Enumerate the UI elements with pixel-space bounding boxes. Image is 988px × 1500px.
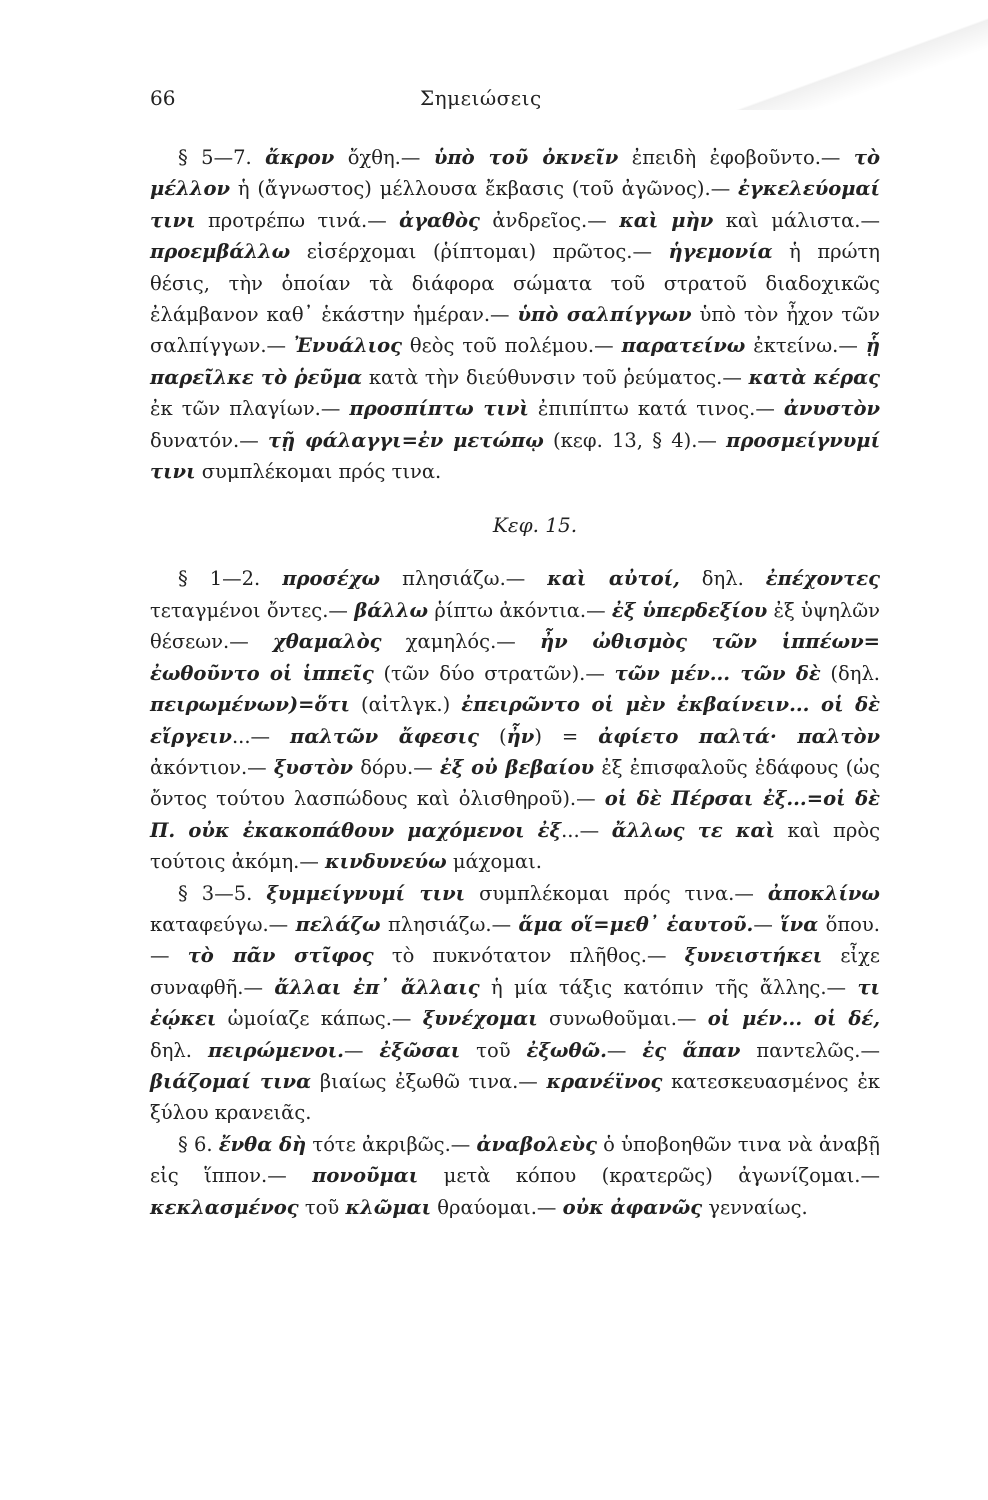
gloss-text: κατεσκευασμένος ἐκ ξύλου κρανειᾶς. [150,1069,880,1125]
lemma: ἀφίετο παλτά· παλτὸν [598,724,880,748]
gloss-text: βιαίως ἐξωθῶ τινα.— [311,1069,547,1093]
lemma: ἄκρον [265,146,335,169]
lemma: προσέχω [282,567,381,591]
gloss-text: τοῦ [298,1195,346,1219]
gloss-text: ἐπιπίπτω κατά τινος.— [528,397,784,421]
lemma: τι ἐῴκει [150,975,880,1031]
page-body [150,142,880,1223]
gloss-text: (κεφ. 13, § 4).— [543,428,727,452]
lemma: ἄλλαι ἐπ᾽ ἄλλαις [274,975,480,999]
gloss-text: ἡ μία τάξις κατόπιν τῆς ἄλλης.— [479,975,858,999]
lemma: τὸ μέλλον [150,146,880,201]
gloss-text: ὁ ὑποβοηθῶν τινα νὰ ἀναβῇ εἰς ἵππον.— [150,1132,880,1188]
lemma: κατὰ κέρας [748,365,880,389]
gloss-text: (δηλ. [820,661,881,685]
notes-paragraph [150,1129,880,1223]
gloss-text: (αἰτλγκ.) [349,693,462,717]
lemma: πειρωμένων)=ὅτι [150,693,350,717]
lemma: ἀναβολεὺς [476,1132,597,1156]
gloss-text: καὶ μάλιστα.— [713,208,881,232]
lemma: ἄλλως τε καὶ [611,818,775,842]
lemma: προσπίπτω τινὶ [349,397,529,421]
gloss-text: — [343,1038,380,1062]
lemma: καὶ μὴν [619,208,714,232]
gloss-text: πλησιάζω.— [380,912,519,936]
gloss-text: ἀκόντιον.— [150,755,274,779]
lemma: ἐπέχοντες [765,567,880,591]
gloss-text: § 5—7. [178,146,266,169]
gloss-text: ἀνδρεῖος.— [479,208,620,232]
gloss-text: τότε ἀκριβῶς.— [306,1132,477,1156]
gloss-text: ἡ (ἄγνωστος) μέλλουσα ἔκβασις (τοῦ ἀγῶνος).— [230,177,739,201]
lemma: οἱ δὲ Πέρσαι ἐξ...=οἱ δὲ Π. οὐκ ἐκακοπάθουν μαχόμενοι ἐξ [150,787,880,842]
gloss-text: κατὰ τὴν διεύθυνσιν τοῦ ῥεύματος.— [362,365,749,389]
lemma: οἱ μέν... οἱ δέ, [707,1007,880,1031]
gloss-text: ἐκτείνω.— [745,334,866,358]
lemma: προσμείγνυμί τινι [150,428,881,484]
gloss-text: ἐπειδὴ ἐφοβοῦντο.— [618,146,854,169]
gloss-text: ἐξ ἐπισφαλοῦς ἐδάφους (ὡς ὄντος τούτου λασπώδους καὶ ὀλισθηροῦ).— [150,755,881,811]
notes-paragraph [150,878,880,1129]
gloss-text: δηλ. [679,567,766,591]
lemma: κινδυνεύω [325,850,447,874]
gloss-text: § 3—5. [178,881,267,905]
lemma: ἐξ ὑπερδεξίου [611,598,768,622]
gloss-text: ὡμοίαζε κάπως.— [216,1007,423,1031]
gloss-text: συνωθοῦμαι.— [537,1007,708,1031]
lemma: ἐγκελεύομαί τινι [150,177,880,232]
running-head: Σημειώσεις [420,86,542,110]
gloss-text: μάχομαι. [446,850,542,874]
gloss-text: συμπλέκομαι πρός τινα.— [465,881,768,905]
gloss-text: ( [479,724,507,748]
gloss-text: τοῦ [460,1038,527,1062]
lemma: καὶ αὐτοί, [547,567,680,591]
lemma: ἡγεμονία [668,240,773,264]
gloss-text: ...— [231,724,291,748]
gloss-text: ὅπου.— [150,912,880,968]
lemma: παλτῶν ἄφεσις [290,724,479,748]
gloss-text: ὑπὸ τὸν ἦχον τῶν σαλπίγγων.— [150,303,880,358]
gloss-text: γενναίως. [702,1195,808,1219]
lemma: ἔνθα δὴ [218,1132,307,1156]
gloss-text: δυνατόν.— [150,428,268,452]
gloss-text: καὶ πρὸς τούτοις ἀκόμη.— [150,818,880,874]
gloss-text: προτρέπω τινά.— [195,208,400,232]
lemma: ξυνέχομαι [422,1007,538,1031]
lemma: ἦν [506,724,535,748]
lemma: τῇ φάλαγγι=ἐν μετώπῳ [267,428,544,452]
lemma: ἐς ἅπαν [642,1038,741,1062]
gloss-text: καταφεύγω.— [150,912,296,936]
gloss-text: ...— [561,818,612,842]
lemma: ἀποκλίνω [767,881,880,905]
lemma: ἐπειρῶντο οἱ μὲν ἐκβαίνειν... οἱ δὲ εἴργειν [150,693,880,748]
gloss-text: δόρυ.— [353,755,440,779]
lemma: τὸ πᾶν στῖφος [187,944,374,968]
gloss-text: εἰσέρχομαι (ῥίπτομαι) πρῶτος.— [290,240,669,264]
lemma: πειρώμενοι. [207,1038,344,1062]
lemma: ξυστὸν [273,755,353,779]
gloss-text: θεὸς τοῦ πολέμου.— [401,334,622,358]
gloss-text: τεταγμένοι ὄντες.— [150,598,355,622]
gloss-text: ἡ πρώτη θέσις, τὴν ὁποίαν τὰ διάφορα σώματα τοῦ στρατοῦ διαδοχικῶς ἐλάμβανον καθ᾽ ἑκάστην ἡμέραν.— [150,240,880,327]
lemma: πονοῦμαι [312,1164,419,1188]
gloss-text: ) = [534,724,599,748]
gloss-text: συμπλέκομαι πρός τινα. [195,460,442,484]
lemma: κρανέϊνος [546,1069,663,1093]
lemma: ξυνειστήκει [684,944,823,968]
gloss-text: — [753,912,781,936]
lemma: ἐξωθῶ. [526,1038,607,1062]
chapter-heading: Κεφ. 15. [492,513,578,538]
lemma: ὑπὸ σαλπίγγων [517,303,692,327]
lemma: παρατείνω [621,334,746,358]
lemma: βιάζομαί τινα [150,1069,312,1093]
gloss-text: — [606,1038,643,1062]
gloss-text: τὸ πυκνότατον πλῆθος.— [373,944,685,968]
lemma: τῶν μέν... τῶν δὲ [614,661,821,685]
lemma: ἵνα [780,912,819,936]
lemma: οὐκ ἀφανῶς [562,1195,703,1219]
gloss-text: παντελῶς.— [740,1038,881,1062]
gloss-text: θραύομαι.— [431,1195,563,1219]
gloss-text: (τῶν δύο στρατῶν).— [373,661,615,685]
gloss-text: § 1—2. [178,567,283,591]
page-header [150,86,870,116]
gloss-text: δηλ. [150,1038,208,1062]
gloss-text: πλησιάζω.— [380,567,548,591]
lemma: ὑπὸ τοῦ ὀκνεῖν [433,146,619,169]
gloss-text: ἐκ τῶν πλαγίων.— [150,397,350,421]
lemma: προεμβάλλω [150,240,291,264]
lemma: ᾗ παρεῖλκε τὸ ῥεῦμα [150,334,880,389]
lemma: κλῶμαι [345,1195,432,1219]
lemma: ἐξῶσαι [379,1038,461,1062]
lemma: πελάζω [295,912,381,936]
page-number: 66 [150,86,176,110]
lemma: ἀγαθὸς [399,208,480,232]
lemma: ἅμα οἵ=μεθ᾽ ἑαυτοῦ. [518,912,754,936]
lemma: ἦν ὠθισμὸς τῶν ἱππέων= ἐωθοῦντο οἱ ἱππεῖς [150,630,880,685]
gloss-text: ἐξ ὑψηλῶν θέσεων.— [150,598,880,654]
gloss-text: ὄχθη.— [334,146,434,169]
gloss-text: εἶχε συναφθῆ.— [150,944,880,999]
notes-paragraph [150,563,880,877]
lemma: βάλλω [354,598,429,622]
gloss-text: χαμηλός.— [381,630,540,654]
lemma: κεκλασμένος [150,1195,299,1219]
lemma: Ἐνυάλιος [294,334,402,358]
gloss-text: μετὰ κόπου (κρατερῶς) ἀγωνίζομαι.— [418,1164,880,1188]
lemma: ἐξ οὐ βεβαίου [439,755,595,779]
gloss-text: ῥίπτω ἀκόντια.— [428,598,612,622]
lemma: χθαμαλὸς [272,630,382,654]
gloss-text: § 6. [178,1132,219,1156]
lemma: ξυμμείγνυμί τινι [266,881,466,905]
lemma: ἀνυστὸν [783,397,880,421]
notes-paragraph [150,142,880,487]
